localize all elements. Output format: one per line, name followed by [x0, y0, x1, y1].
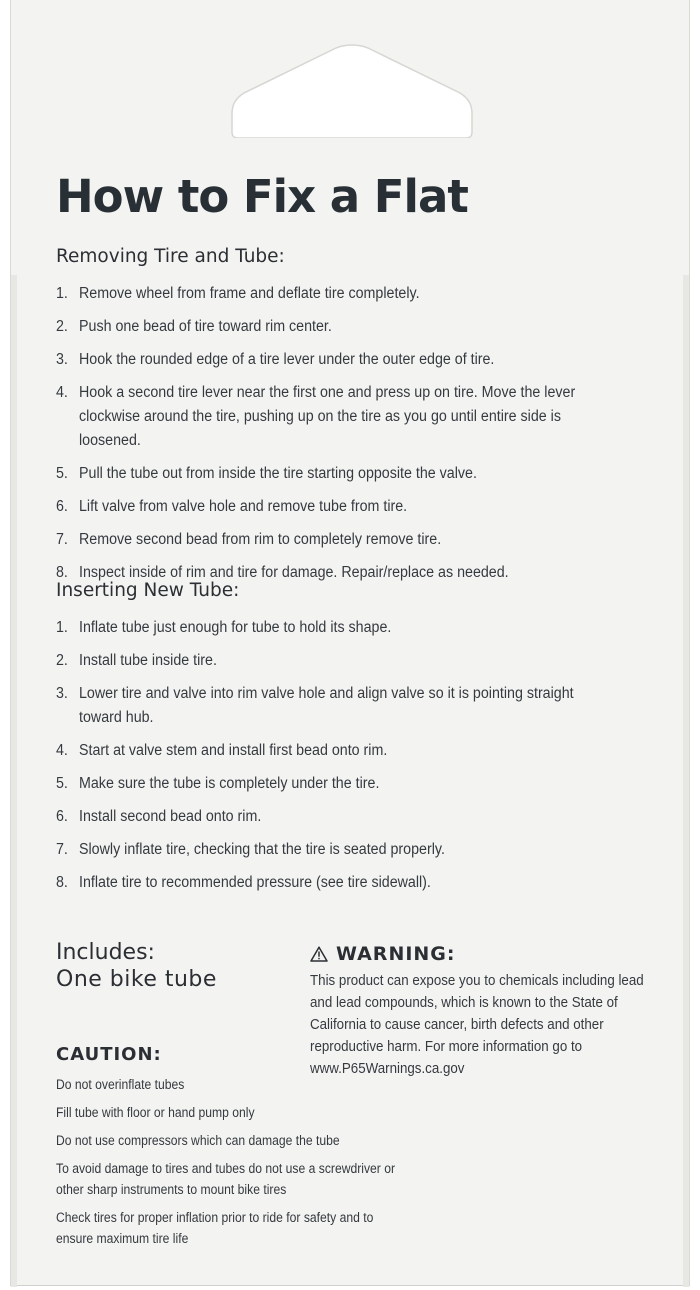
list-item [56, 495, 626, 519]
step-number: 2. [56, 318, 68, 335]
list-item: Do not use compressors which can damage the tube [56, 1133, 340, 1148]
list-item [56, 616, 626, 640]
list-item [56, 348, 626, 372]
step-number: 8. [56, 564, 68, 581]
inserting-heading: Inserting New Tube: [56, 580, 240, 601]
step-number: 1. [56, 285, 68, 302]
list-item [56, 462, 626, 486]
step-text: Push one bead of tire toward rim center. [79, 318, 332, 335]
hang-hole-icon [228, 44, 476, 138]
step-number: 8. [56, 874, 68, 891]
step-text: Lower tire and valve into rim valve hole and align valve so it is pointing straight toward hub. [79, 685, 574, 726]
warning-title-text: WARNING: [336, 943, 456, 965]
package-left-edge [11, 275, 17, 1287]
list-item: To avoid damage to tires and tubes do not use a screwdriver or other sharp instruments to mount bike tires [56, 1161, 396, 1197]
inserting-steps-list [56, 616, 626, 895]
step-text: Slowly inflate tire, checking that the tire is seated properly. [79, 841, 445, 858]
package-right-edge [683, 275, 689, 1287]
list-item [56, 528, 626, 552]
list-item [56, 315, 626, 339]
step-number: 5. [56, 465, 68, 482]
step-text: Pull the tube out from inside the tire starting opposite the valve. [79, 465, 477, 482]
list-item: Check tires for proper inflation prior to ride for safety and to ensure maximum tire life [56, 1210, 374, 1246]
warning-text: This product can expose you to chemicals including lead and lead compounds, which is known to the State of California to cause cancer, birth defects and other reproductive harm. For more information go to www.P65Warnings.ca.gov [310, 973, 644, 1077]
step-text: Install second bead onto rim. [79, 808, 262, 825]
step-number: 5. [56, 775, 68, 792]
removing-heading: Removing Tire and Tube: [56, 246, 285, 267]
list-item [56, 649, 626, 673]
list-item [56, 805, 626, 829]
step-number: 4. [56, 742, 68, 759]
page-title: How to Fix a Flat [56, 170, 468, 223]
step-number: 6. [56, 808, 68, 825]
warning-title [310, 943, 456, 965]
step-number: 3. [56, 351, 68, 368]
list-item: Do not overinflate tubes [56, 1077, 185, 1092]
list-item: Fill tube with floor or hand pump only [56, 1105, 255, 1120]
step-text: Inflate tube just enough for tube to hold its shape. [79, 619, 392, 636]
step-number: 7. [56, 531, 68, 548]
step-text: Hook the rounded edge of a tire lever under the outer edge of tire. [79, 351, 495, 368]
step-text: Hook a second tire lever near the first one and press up on tire. Move the lever clockwise around the tire, pushing up on the tire as you go until entire side is loosened. [79, 384, 576, 449]
step-number: 3. [56, 685, 68, 702]
removing-steps-list [56, 282, 626, 585]
list-item [56, 739, 626, 763]
step-number: 6. [56, 498, 68, 515]
step-text: Remove wheel from frame and deflate tire completely. [79, 285, 420, 302]
caution-list [56, 1074, 398, 1256]
includes-label: Includes: [56, 940, 155, 965]
list-item [56, 871, 626, 895]
step-text: Inflate tire to recommended pressure (see tire sidewall). [79, 874, 431, 891]
step-text: Install tube inside tire. [79, 652, 217, 669]
step-text: Inspect inside of rim and tire for damage. Repair/replace as needed. [79, 564, 509, 581]
step-text: Remove second bead from rim to completely remove tire. [79, 531, 442, 548]
step-number: 4. [56, 384, 68, 401]
step-number: 7. [56, 841, 68, 858]
step-text: Lift valve from valve hole and remove tube from tire. [79, 498, 408, 515]
list-item [56, 838, 626, 862]
list-item [56, 282, 626, 306]
step-number: 1. [56, 619, 68, 636]
list-item [56, 772, 626, 796]
list-item [56, 381, 626, 453]
includes-value: One bike tube [56, 967, 217, 992]
step-text: Start at valve stem and install first bead onto rim. [79, 742, 388, 759]
step-number: 2. [56, 652, 68, 669]
warning-triangle-icon [310, 946, 328, 962]
step-text: Make sure the tube is completely under the tire. [79, 775, 380, 792]
list-item [56, 682, 594, 730]
caution-title: CAUTION: [56, 1044, 162, 1065]
